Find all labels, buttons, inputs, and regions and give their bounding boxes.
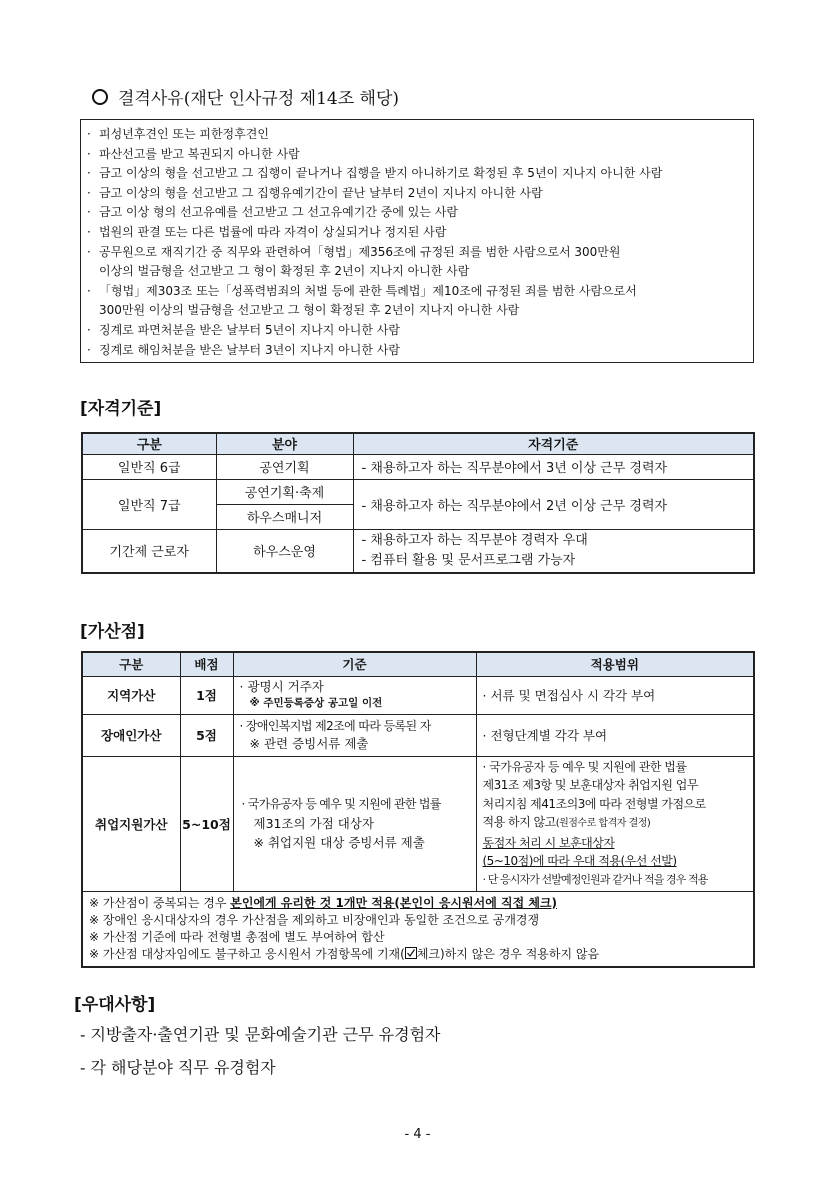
cell-scope: · 서류 및 면접심사 시 각각 부여: [476, 676, 754, 714]
cell-category: 기간제 근로자: [82, 529, 216, 573]
preference-item: - 각 해당분야 직무 유경험자: [80, 1058, 276, 1077]
list-item-text: 파산선고를 받고 복권되지 아니한 사람: [99, 146, 300, 161]
list-item: [87, 125, 747, 145]
note-emphasis: 본인에게 유리한 것 1개만 적용(본인이 응시원서에 직접 체크): [230, 895, 558, 910]
cell-points: 1점: [180, 676, 233, 714]
list-item-text: 금고 이상의 형을 선고받고 그 집행유예기간이 끝난 날부터 2년이 지나지 아니한 사람: [99, 185, 543, 200]
criteria-note: ※ 취업지원 대상 증빙서류 제출: [253, 835, 425, 850]
scope-line: · 국가유공자 등 예우 및 지원에 관한 법률: [482, 759, 687, 774]
criteria-line: · 장애인복지법 제2조에 따라 등록된 자: [239, 719, 431, 733]
standard-line: - 컴퓨터 활용 및 문서프로그램 가능자: [361, 552, 576, 568]
cell-field: 하우스매니저: [216, 504, 353, 529]
list-item-text: 300만원 이상의 벌금형을 선고받고 그 형이 확정된 후 2년이 지나지 아니한 사람: [99, 303, 520, 318]
criteria-note: ※ 주민등록증상 공고일 이전: [249, 697, 383, 709]
bullet: ·: [87, 244, 91, 259]
bullet: ·: [87, 322, 91, 337]
cell-criteria: [233, 714, 476, 756]
list-item: [87, 262, 747, 282]
cell-field: 하우스운영: [216, 529, 353, 573]
cell-points: 5점: [180, 714, 233, 756]
list-item-text: 법원의 판결 또는 다른 법률에 따라 자격이 상실되거나 정지된 사람: [99, 224, 447, 239]
list-item-text: 금고 이상 형의 선고유예를 선고받고 그 선고유예기간 중에 있는 사람: [99, 205, 458, 220]
bullet: ·: [87, 146, 91, 161]
list-item: [87, 184, 747, 204]
bullet: ·: [87, 185, 91, 200]
list-item: [87, 243, 747, 263]
table-row: [82, 529, 754, 573]
cell-category: 취업지원가산: [82, 756, 180, 891]
note-line: ※ 가산점 기준에 따라 전형별 총점에 별도 부여하여 합산: [89, 929, 385, 944]
bullet: ·: [87, 283, 91, 298]
list-item: [87, 145, 747, 165]
cell-category: 일반직 7급: [82, 479, 216, 529]
table-row: [82, 479, 754, 504]
table-row: [82, 756, 754, 891]
note-line: [89, 895, 747, 912]
scope-line: [483, 813, 750, 834]
notes-cell: [82, 891, 754, 967]
table-row: [82, 891, 754, 967]
scope-line: · 단 응시자가 선발예정인원과 같거나 적을 경우 적용: [482, 872, 708, 886]
cell-standard: - 채용하고자 하는 직무분야에서 3년 이상 근무 경력자: [353, 454, 754, 479]
criteria-note: ※ 관련 증빙서류 제출: [249, 736, 369, 751]
qualification-heading: [자격기준]: [80, 399, 162, 419]
bonus-table: [81, 651, 755, 968]
page-number: - 4 -: [404, 1127, 431, 1142]
bullet: ·: [87, 342, 91, 357]
bullet: [87, 301, 99, 321]
circle-bullet-icon: [92, 89, 108, 105]
preference-heading: [우대사항]: [74, 995, 156, 1015]
list-item-text: 금고 이상의 형을 선고받고 그 집행이 끝나거나 집행을 받지 아니하기로 확정된 후 5년이 지나지 아니한 사람: [99, 166, 663, 181]
bonus-heading: [가산점]: [80, 622, 145, 642]
list-item-text: 징계로 파면처분을 받은 날부터 5년이 지나지 아니한 사람: [99, 322, 400, 337]
bullet: ·: [87, 205, 91, 220]
note-line: [89, 946, 747, 963]
header-category: 구분: [82, 652, 180, 676]
bullet: ·: [87, 224, 91, 239]
list-item-text: 「형법」제303조 또는「성폭력범죄의 처벌 등에 관한 특례법」제10조에 규정된 죄를 범한 사람으로서: [99, 283, 637, 298]
cell-field: 공연기획·축제: [216, 479, 353, 504]
scope-small-text: (원점수로 합격자 결정): [555, 818, 651, 830]
bullet: ·: [87, 166, 91, 181]
list-item: [87, 164, 747, 184]
header-criteria: 기준: [233, 652, 476, 676]
list-item-text: 이상의 벌금형을 선고받고 그 형이 확정된 후 2년이 지나지 아니한 사람: [99, 264, 470, 279]
note-line: ※ 장애인 응시대상자의 경우 가산점을 제외하고 비장애인과 동일한 조건으로 공개경쟁: [89, 912, 540, 927]
cell-standard: [353, 529, 754, 573]
cell-category: 지역가산: [82, 676, 180, 714]
preference-item: - 지방출자·출연기관 및 문화예술기관 근무 유경험자: [80, 1025, 441, 1044]
cell-category: 일반직 6급: [82, 454, 216, 479]
criteria-line: 제31조의 가점 대상자: [253, 816, 374, 831]
header-standard: 자격기준: [353, 433, 754, 454]
list-item-text: 피성년후견인 또는 피한정후견인: [99, 127, 269, 141]
disqualification-box: [80, 119, 754, 363]
note-text: 체크)하지 않은 경우 적용하지 않음: [416, 946, 600, 961]
header-points: 배점: [180, 652, 233, 676]
disqualification-title: [92, 84, 399, 109]
header-scope: 적용범위: [476, 652, 754, 676]
cell-standard: - 채용하고자 하는 직무분야에서 2년 이상 근무 경력자: [353, 479, 754, 529]
scope-line: 동점자 처리 시 보훈대상자: [482, 835, 615, 850]
cell-criteria: [233, 756, 476, 891]
bullet: ·: [87, 127, 91, 141]
table-row: [82, 714, 754, 756]
list-item: [87, 341, 747, 361]
cell-points: 5~10점: [180, 756, 233, 891]
list-item: [87, 203, 747, 223]
list-item-text: 징계로 해임처분을 받은 날부터 3년이 지나지 아니한 사람: [99, 342, 400, 357]
criteria-line: · 광명시 거주자: [239, 679, 324, 694]
list-item: [87, 282, 747, 302]
cell-scope: [476, 756, 754, 891]
table-row: [82, 676, 754, 714]
header-category: 구분: [82, 433, 216, 454]
scope-line: 처리지침 제41조의3에 따라 전형별 가점으로: [482, 796, 706, 811]
note-text: ※ 가산점이 중복되는 경우: [89, 895, 231, 910]
scope-line: (5~10점)에 따라 우대 적용(우선 선발): [482, 854, 677, 869]
cell-category: 장애인가산: [82, 714, 180, 756]
list-item: [87, 223, 747, 243]
criteria-line: · 국가유공자 등 예우 및 지원에 관한 법률: [241, 797, 441, 811]
list-item: [87, 321, 747, 341]
note-text: ※ 가산점 대상자임에도 불구하고 응시원서 가점항목에 기재(: [89, 946, 405, 961]
bullet: [87, 262, 99, 282]
qualification-table: [81, 432, 755, 574]
checkbox-checked-icon: [405, 947, 417, 959]
standard-line: - 채용하고자 하는 직무분야 경력자 우대: [361, 532, 588, 548]
scope-line: 제31조 제3항 및 보훈대상자 취업지원 업무: [482, 778, 698, 793]
scope-text: 적용 하지 않고: [482, 815, 556, 830]
list-item: [87, 301, 747, 321]
cell-criteria: [233, 676, 476, 714]
header-field: 분야: [216, 433, 353, 454]
cell-scope: · 전형단계별 각각 부여: [476, 714, 754, 756]
list-item-text: 공무원으로 재직기간 중 직무와 관련하여「형법」제356조에 규정된 죄를 범한 사람으로서 300만원: [99, 244, 621, 259]
cell-field: 공연기획: [216, 454, 353, 479]
disqualification-title-text: 결격사유(재단 인사규정 제14조 해당): [118, 89, 400, 109]
table-row: [82, 454, 754, 479]
